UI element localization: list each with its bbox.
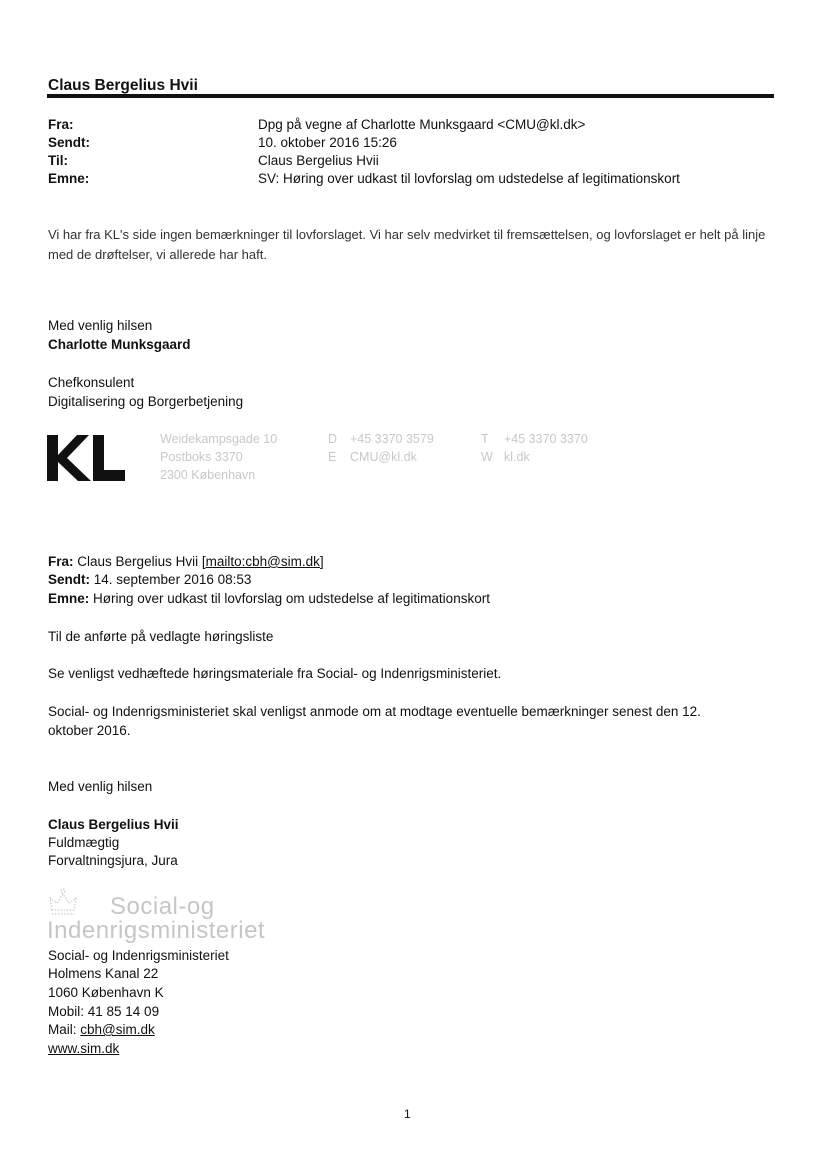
reply-department: Digitalisering og Borgerbetjening	[48, 394, 244, 409]
original-paragraph-3-line-1: Social- og Indenrigsministeriet skal venligst anmode om at modtage eventuelle bemærkninger senest den 12.	[48, 704, 701, 719]
kl-web-label: W	[481, 450, 493, 464]
page-number: 1	[404, 1107, 411, 1121]
sim-city: 1060 København K	[48, 985, 164, 1000]
header-rule	[47, 94, 774, 98]
meta-sent-value: 10. oktober 2016 15:26	[258, 135, 397, 150]
kl-email: CMU@kl.dk	[350, 450, 417, 464]
sim-mail-label: Mail:	[48, 1022, 81, 1037]
original-sent-label: Sendt:	[48, 572, 90, 587]
sim-mobile: Mobil: 41 85 14 09	[48, 1004, 160, 1019]
reply-greeting: Med venlig hilsen	[48, 318, 153, 333]
mailbox-owner-name: Claus Bergelius Hvii	[48, 77, 198, 94]
meta-to-label: Til:	[48, 153, 68, 168]
sim-logo-line-2: Indenrigsministeriet	[47, 917, 266, 944]
original-subject	[48, 591, 490, 606]
original-from-label: Fra:	[48, 554, 74, 569]
kl-address-city: 2300 København	[160, 468, 256, 482]
original-from	[48, 554, 324, 569]
original-paragraph-1: Til de anførte på vedlagte høringsliste	[48, 629, 274, 644]
kl-web: kl.dk	[504, 450, 530, 464]
sim-org: Social- og Indenrigsministeriet	[48, 948, 229, 963]
kl-email-label: E	[328, 450, 337, 464]
original-from-value: Claus Bergelius Hvii	[77, 554, 199, 569]
meta-sent-label: Sendt:	[48, 135, 90, 150]
kl-direct-phone: +45 3370 3579	[350, 432, 434, 446]
kl-address-pobox: Postboks 3370	[160, 450, 243, 464]
original-greeting: Med venlig hilsen	[48, 779, 153, 794]
sim-mail	[48, 1022, 155, 1037]
original-signer: Claus Bergelius Hvii	[48, 817, 179, 832]
original-subject-label: Emne:	[48, 591, 90, 606]
original-paragraph-2: Se venligst vedhæftede høringsmateriale fra Social- og Indenrigsministeriet.	[48, 666, 502, 681]
reply-signer: Charlotte Munksgaard	[48, 337, 191, 352]
kl-direct-label: D	[328, 432, 338, 446]
kl-phone: +45 3370 3370	[504, 432, 588, 446]
kl-logo	[47, 433, 127, 483]
reply-body: Vi har fra KL's side ingen bemærkninger til lovforslaget. Vi har selv medvirket til fremsættelsen, og lovforslaget er helt på linje med de drøftelser, vi allerede har haft.	[48, 227, 766, 262]
meta-subject-label: Emne:	[48, 171, 90, 186]
original-subject-value: Høring over udkast til lovforslag om udstedelse af legitimationskort	[93, 591, 490, 606]
sim-web-link[interactable]: www.sim.dk	[48, 1041, 120, 1056]
meta-from-value: Dpg på vegne af Charlotte Munksgaard <CMU@kl.dk>	[258, 117, 586, 132]
meta-from-label: Fra:	[48, 117, 74, 132]
sim-logo-line-1: Social-og	[110, 893, 215, 920]
crown-icon	[46, 888, 80, 918]
original-sent-value: 14. september 2016 08:53	[93, 572, 252, 587]
kl-address-street: Weidekampsgade 10	[160, 432, 278, 446]
sim-street: Holmens Kanal 22	[48, 966, 159, 981]
original-title: Fuldmægtig	[48, 835, 120, 850]
kl-phone-label: T	[481, 432, 489, 446]
meta-subject-value: SV: Høring over udkast til lovforslag om udstedelse af legitimationskort	[258, 171, 680, 186]
original-department: Forvaltningsjura, Jura	[48, 853, 178, 868]
meta-to-value: Claus Bergelius Hvii	[258, 153, 379, 168]
sim-mail-link[interactable]: cbh@sim.dk	[80, 1022, 155, 1037]
original-paragraph-3-line-2: oktober 2016.	[48, 723, 131, 738]
reply-title: Chefkonsulent	[48, 375, 135, 390]
original-from-mailto-link[interactable]: [mailto:cbh@sim.dk]	[201, 554, 324, 569]
original-sent	[48, 572, 251, 587]
